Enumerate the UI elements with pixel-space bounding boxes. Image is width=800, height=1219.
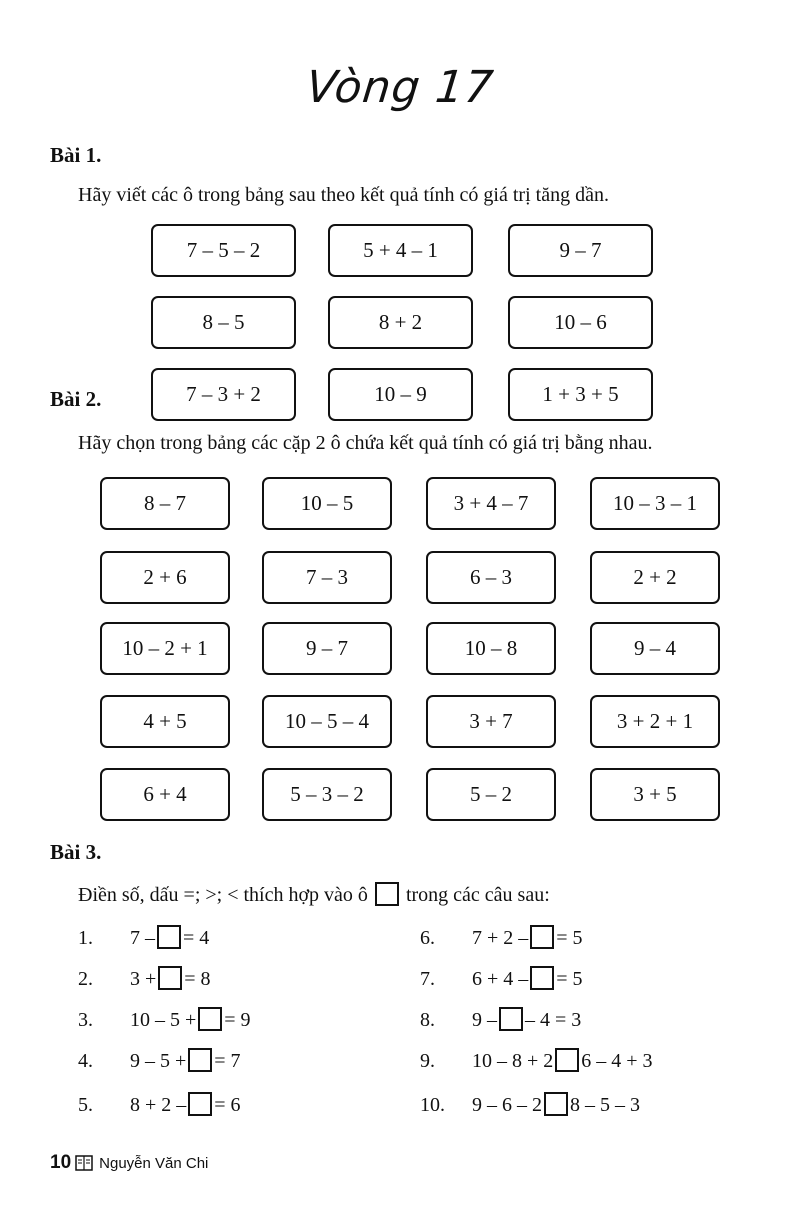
answer-box[interactable] (198, 1007, 222, 1031)
exercise-row: 3. 10 – 5 + = 9 (78, 1009, 251, 1031)
bai3-instruction-before: Điền số, dấu =; >; < thích hợp vào ô (78, 884, 368, 906)
bai3-instruction-after: trong các câu sau: (405, 884, 550, 906)
bai2-box: 3 + 5 (590, 768, 720, 821)
bai1-box: 8 + 2 (328, 296, 473, 349)
bai1-box: 10 – 6 (508, 296, 653, 349)
answer-box[interactable] (530, 925, 554, 949)
exercise-row: 10. 9 – 6 – 2 8 – 5 – 3 (420, 1094, 640, 1116)
bai2-box: 6 – 3 (426, 551, 556, 604)
bai1-box: 5 + 4 – 1 (328, 224, 473, 277)
bai2-box: 7 – 3 (262, 551, 392, 604)
bai3-instruction (78, 882, 550, 907)
bai1-box: 8 – 5 (151, 296, 296, 349)
title-number: 17 (432, 62, 497, 113)
bai2-box: 4 + 5 (100, 695, 230, 748)
bai2-box: 10 – 2 + 1 (100, 622, 230, 675)
bai2-box: 9 – 4 (590, 622, 720, 675)
bai2-box: 6 + 4 (100, 768, 230, 821)
bai2-box: 2 + 2 (590, 551, 720, 604)
exercise-row: 6. 7 + 2 – = 5 (420, 927, 583, 949)
bai2-box: 3 + 7 (426, 695, 556, 748)
bai1-instruction: Hãy viết các ô trong bảng sau theo kết quả tính có giá trị tăng dần. (78, 184, 609, 206)
bai1-box: 7 – 5 – 2 (151, 224, 296, 277)
bai1-heading: Bài 1. (50, 143, 102, 167)
bai2-instruction: Hãy chọn trong bảng các cặp 2 ô chứa kết quả tính có giá trị bằng nhau. (78, 432, 653, 454)
exercise-row: 4. 9 – 5 + = 7 (78, 1050, 241, 1072)
page-number: 10 (50, 1152, 72, 1173)
page-footer (50, 1152, 208, 1174)
answer-box-example (375, 882, 399, 906)
bai2-box: 5 – 3 – 2 (262, 768, 392, 821)
bai1-box: 10 – 9 (328, 368, 473, 421)
page-title (0, 62, 800, 113)
bai1-box: 1 + 3 + 5 (508, 368, 653, 421)
author-name: Nguyễn Văn Chi (99, 1154, 209, 1172)
bai2-box: 3 + 2 + 1 (590, 695, 720, 748)
bai2-box: 8 – 7 (100, 477, 230, 530)
answer-box[interactable] (188, 1092, 212, 1116)
bai3-heading: Bài 3. (50, 840, 102, 864)
bai2-box: 10 – 5 (262, 477, 392, 530)
title-word: Vòng (303, 62, 424, 113)
exercise-row: 2. 3 + = 8 (78, 968, 211, 990)
book-icon (75, 1155, 93, 1171)
bai2-heading: Bài 2. (50, 387, 102, 411)
answer-box[interactable] (157, 925, 181, 949)
exercise-row: 1. 7 – = 4 (78, 927, 210, 949)
answer-box[interactable] (499, 1007, 523, 1031)
bai1-box: 7 – 3 + 2 (151, 368, 296, 421)
bai2-box: 10 – 3 – 1 (590, 477, 720, 530)
bai2-box: 9 – 7 (262, 622, 392, 675)
exercise-row: 8. 9 – – 4 = 3 (420, 1009, 582, 1031)
answer-box[interactable] (555, 1048, 579, 1072)
exercise-row: 9. 10 – 8 + 2 6 – 4 + 3 (420, 1050, 653, 1072)
exercise-row: 7. 6 + 4 – = 5 (420, 968, 583, 990)
bai1-box: 9 – 7 (508, 224, 653, 277)
bai2-box: 5 – 2 (426, 768, 556, 821)
exercise-row: 5. 8 + 2 – = 6 (78, 1094, 241, 1116)
answer-box[interactable] (188, 1048, 212, 1072)
answer-box[interactable] (530, 966, 554, 990)
answer-box[interactable] (544, 1092, 568, 1116)
answer-box[interactable] (158, 966, 182, 990)
bai2-box: 10 – 8 (426, 622, 556, 675)
bai2-box: 2 + 6 (100, 551, 230, 604)
bai2-box: 3 + 4 – 7 (426, 477, 556, 530)
bai2-box: 10 – 5 – 4 (262, 695, 392, 748)
